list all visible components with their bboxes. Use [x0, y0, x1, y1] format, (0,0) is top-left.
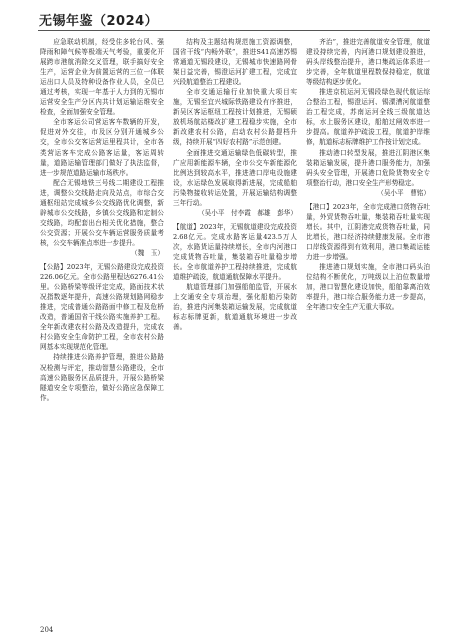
text-column-2	[173, 37, 297, 332]
body-paragraph: 应急联动机制，经受住多轮台风、强降雨和障气候等极端天气考验，重要化开展跨市港航消除交叉管理，联手搞好安全生产，运营企业为前置运营的三位一体联运出口人员及特种设备作业人员，全员已通过考核，实现一年基于人力到的无锡市运营安全生产分区内共计划运输运维安全检查，全面加强安全管理。	[40, 38, 164, 117]
author-signature: （吴小平 曹铭）	[377, 188, 430, 197]
author-signature: （吴小平 付李霞 郝雄 彭华）	[198, 208, 297, 217]
body-paragraph: 推进京杭运河无锡段绿色现代航运综合整治工程，锡澄运河、锡溧漕河航道整治工程完成，苏南运河全线三级航道达标，水上服务区建设，船舶过闸效率进一步提高。航道养护疏浚工程，航道护岸维修，航道标志标牌维护工作按计划完成。	[306, 88, 430, 147]
page-number: 204	[40, 626, 54, 634]
body-paragraph: 全面推进交通运输绿色低碳转型，推广应用新能源车辆，全市公交车新能源化比例达到较高水平，推进港口岸电设施建设，水运绿色发展取得新进展，完成船舶污染物接收转运处置，开展运输结构调整三年行动。	[173, 148, 297, 207]
section-paragraph: 【港口】2023年，全市完成港口货物吞吐量，外贸货物吞吐量，集装箱吞吐量实现增长。其中，江阴港完成货物吞吐量，同比增长，港口经济持续健康发展。全市港口岸线资源得到有效利用，港口集疏运能力进一步增强。	[306, 202, 430, 261]
text-column-3	[306, 37, 430, 312]
body-paragraph: 推进港口规划实施，全市港口码头泊位结构不断优化，万吨级以上泊位数量增加，港口智慧化建设加快，船舶靠离泊效率提升，港口综合服务能力进一步提高，全年港口安全生产无重大事故。	[306, 263, 430, 312]
body-paragraph: 全市客运公司营运客车数辆的开发，促进对外交往，市及区分别开通城乡公交，全市公交客运营运里程共计，全市各类营运客车完成公路客运量，客运周转量，道路运输管理部门做好了执法监督，进一步规范道路运输市场秩序。	[40, 118, 164, 177]
page-title: 无锡年鉴（2024）	[39, 14, 159, 29]
author-signature: （魏 玉）	[131, 248, 164, 257]
text-column-1	[40, 37, 164, 403]
body-paragraph: 齐治”，推进完善航道安全管理，航道建设持续完善，内河港口规划建设推进，码头岸线整治提升，港口集疏运体系进一步完善，全年航道里程数保持稳定，航道等级结构逐步优化。	[306, 38, 430, 87]
section-paragraph: 【航道】2023年，无锡航道建设完成投资2.68亿元。完成水路客运量423.5万人次，水路货运量持续增长，全市内河港口完成货物吞吐量，集装箱吞吐量稳步增长。全市航道养护工程持续推进，完成航道维护疏浚，航道通航保障水平提升。	[173, 222, 297, 282]
header-rule	[38, 30, 430, 31]
body-paragraph: 结构及主题结构规范施工资源调整，国省干线“内畅外联”，推进S41高速苏锡常通道无锡段建设，无锡城市快速路网骨架日益完善，锡澄运河扩建工程，完成宜兴段航道整治工程建设。	[173, 38, 297, 87]
body-paragraph: 推动港口转型发展，推进江阴港区集装箱运输发展，提升港口服务能力，加强码头安全管理，开展港口危险货物安全专项整治行动，港口安全生产形势稳定。	[306, 148, 430, 187]
body-paragraph: 配合无锡地铁三号线二期建设工程推进，调整公交线路走向及站点，市综合交通枢纽站完成城乡公交线路优化调整，新辟城市公交线路，乡镇公交线路和定制公交线路，均配套出台相关优化措施，整合公交资源；开展公交车辆运营服务质量考核，公交车辆准点率进一步提升。	[40, 178, 164, 247]
body-paragraph: 全市交通运输行业加快重大项目实施，无锡至宜兴城际铁路建设有序推进，新吴区客运枢纽工程按计划推进，无锡硕放机场航站楼改扩建工程稳步实施，全市新改建农村公路，启动农村公路提档升级，持续开展“四好农村路”示范创建。	[173, 88, 297, 147]
body-paragraph: 航道管理部门加强船舶监管，开展水上交通安全专项治理，强化船舶污染防治，推进内河集装箱运输发展，完成航道标志标牌更新，航道通航环境进一步改善。	[173, 283, 297, 332]
section-paragraph: 【公路】2023年，无锡公路建设完成投资226.06亿元。全市公路里程达6276.41公里。公路桥梁等级评定完成，路面技术状况指数逐年提升，高速公路规划路网稳步推进，完成普通公路路面中修工程及危桥改造，普通国省干线公路实施养护工程。全年新改建农村公路及改造提升，完成农村公路安全生命防护工程，全市农村公路网基本实现规范化管理。	[40, 263, 164, 352]
body-paragraph: 持续推进公路养护管理，推进公路路况检测与评定，推动智慧公路建设，全市高速公路服务区品质提升，开展公路桥梁隧道安全专项整治，做好公路应急保障工作。	[40, 353, 164, 402]
